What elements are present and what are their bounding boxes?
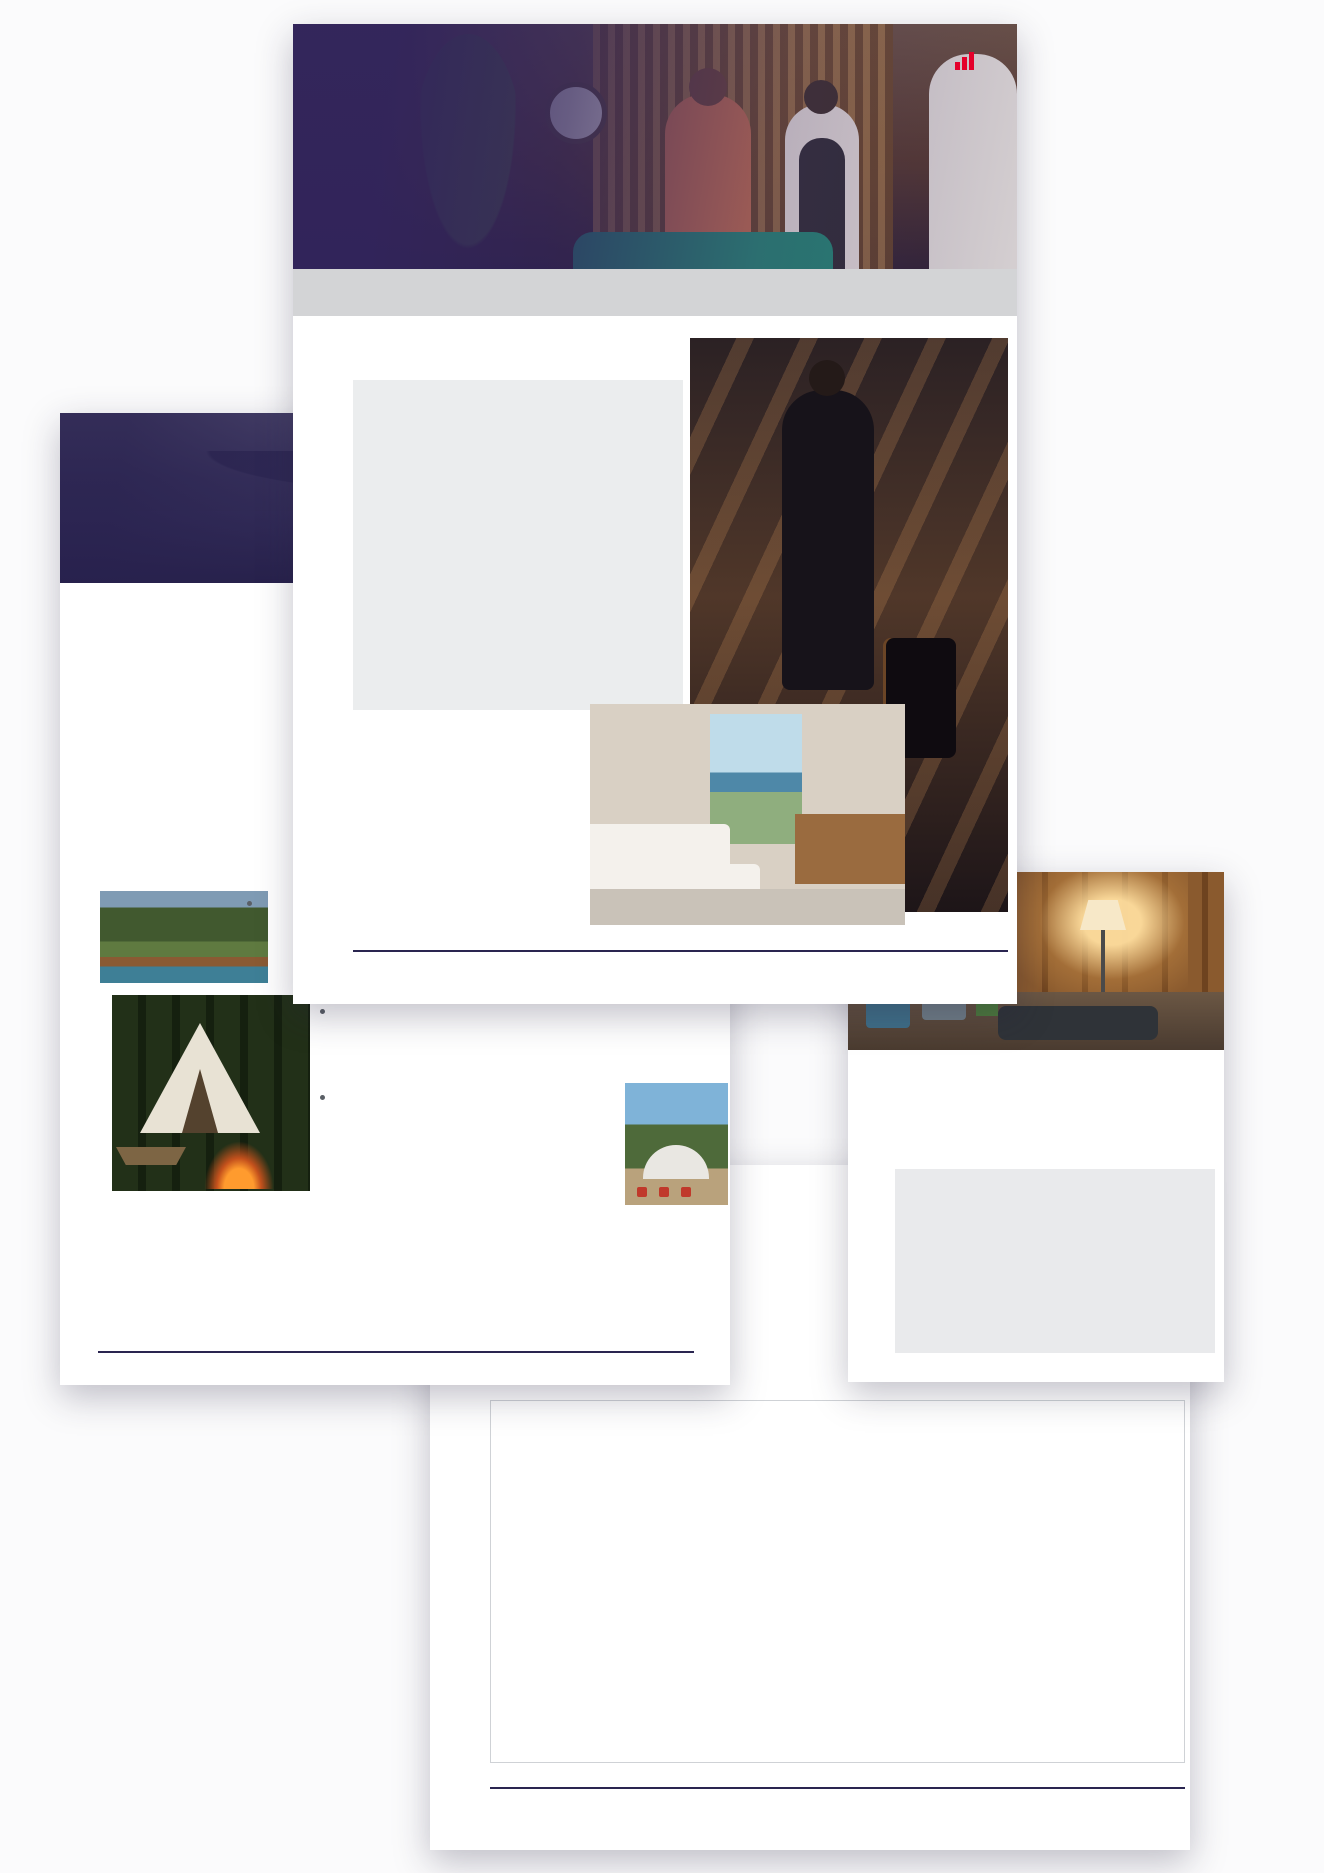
hotel-room-photo: [590, 704, 905, 925]
campfire: [204, 1141, 274, 1189]
cabin-pool-photo: [100, 891, 268, 983]
canvas-tent-campfire-photo: [112, 995, 310, 1191]
leather-bench: [998, 1006, 1158, 1040]
lamp-glow: [998, 872, 1188, 1012]
traveller-figure: [782, 390, 874, 690]
hotel-performance-chart: [490, 1400, 1185, 1763]
bullet-dot: [247, 901, 252, 906]
footer-divider: [490, 1787, 1185, 1789]
footer-divider: [98, 1351, 694, 1353]
geo-dome-photo: [625, 1083, 728, 1205]
section-tabbar: [293, 269, 1017, 316]
ytd-stats-box: [895, 1169, 1215, 1353]
footer-divider: [353, 950, 1008, 952]
cushman-wakefield-logo: [955, 50, 981, 70]
purple-overlay: [293, 24, 1017, 269]
cover-hero-photo: [293, 24, 1017, 269]
cushman-wakefield-logo-icon: [955, 50, 974, 70]
section-tabbar: [848, 1050, 1224, 1113]
sheet-page1-cover: [293, 24, 1017, 1004]
chart-plot-area: [541, 1429, 1168, 1559]
section01-panel: [353, 380, 683, 710]
sideboard: [795, 814, 905, 884]
